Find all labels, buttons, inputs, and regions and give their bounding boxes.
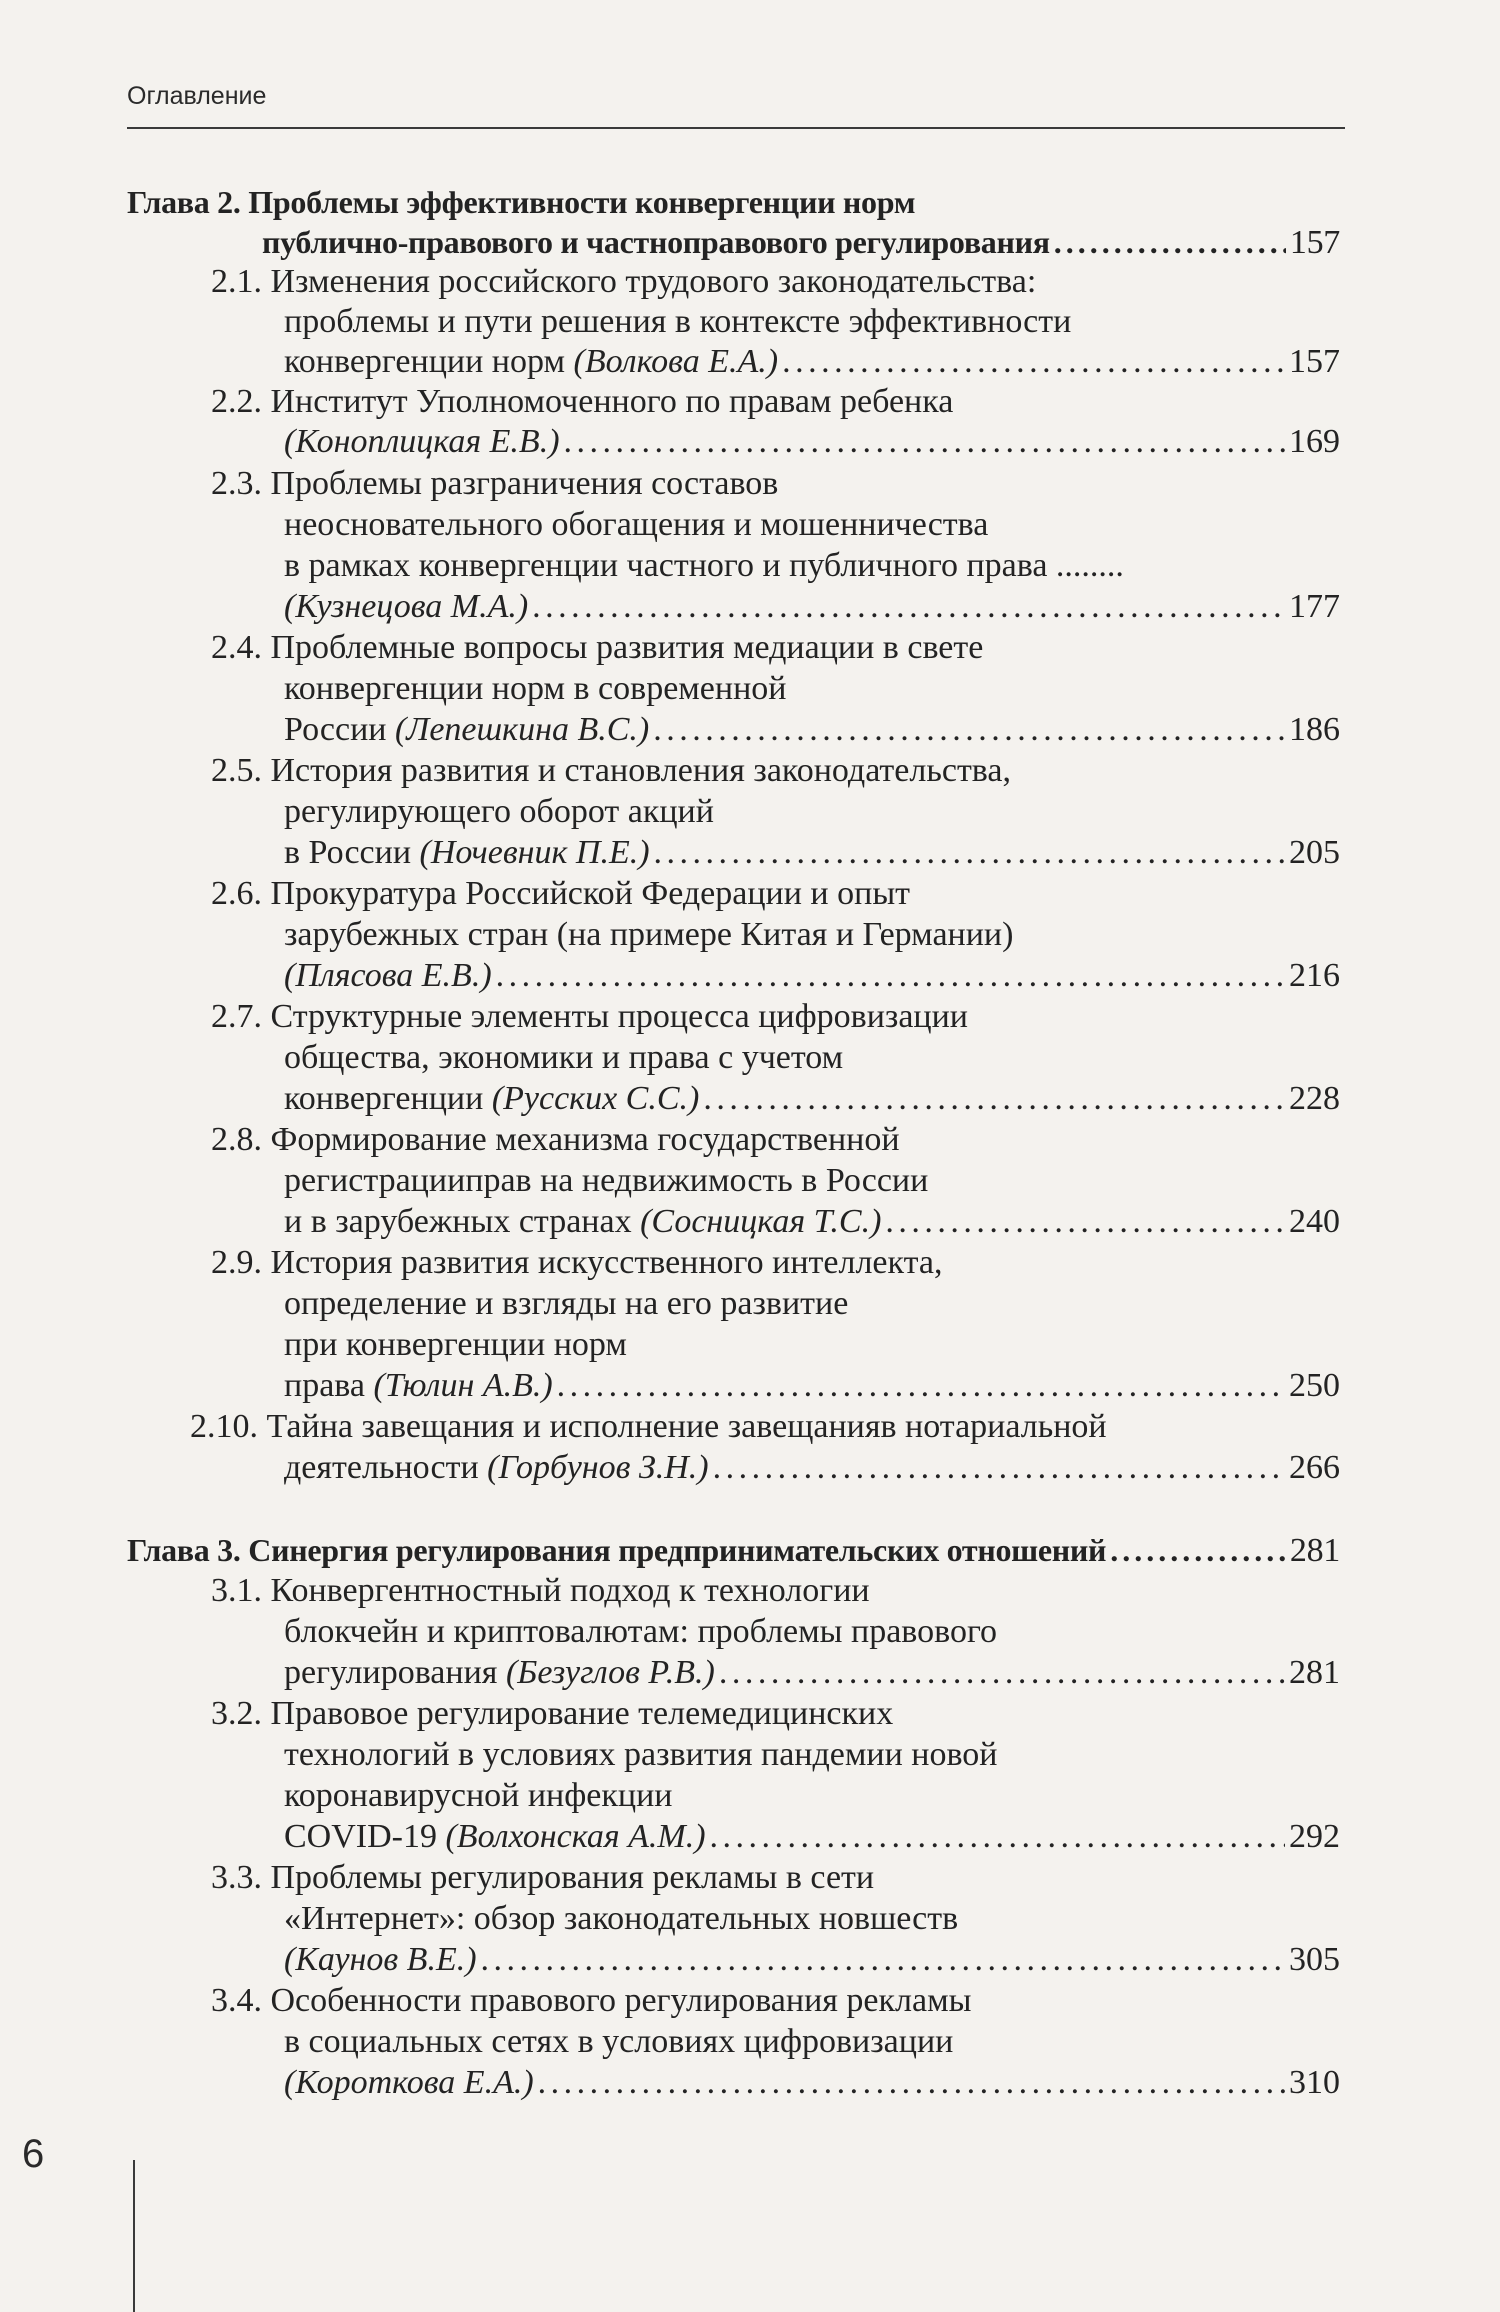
leader-dots bbox=[532, 585, 1285, 629]
section-title: Изменения российского трудового законодательства: bbox=[270, 263, 1037, 300]
toc-entry-2-1-line2: проблемы и пути решения в контексте эффективности bbox=[284, 303, 1072, 340]
section-number: 2.1. bbox=[211, 263, 262, 300]
section-page: 281 bbox=[1289, 1654, 1340, 1691]
section-title: конвергенции норм bbox=[284, 343, 574, 380]
section-author: (Русских С.С.) bbox=[491, 1080, 700, 1117]
section-page: 228 bbox=[1289, 1080, 1340, 1117]
section-title: права bbox=[284, 1367, 374, 1404]
toc-entry-2-9-line2: определение и взгляды на его развитие bbox=[284, 1285, 849, 1322]
section-title: Тайна завещания и исполнение завещанияв нотариальной bbox=[266, 1408, 1107, 1445]
toc-entry-3-4-line1[interactable] bbox=[211, 1979, 971, 2023]
toc-entry-2-10-line2 bbox=[284, 1446, 1340, 1490]
section-author: (Коноплицкая Е.В.) bbox=[284, 423, 560, 460]
section-page: 177 bbox=[1289, 588, 1340, 625]
section-title: COVID-19 bbox=[284, 1818, 446, 1855]
section-title: Проблемы разграничения составов bbox=[270, 465, 779, 502]
toc-entry-3-2-line2: технологий в условиях развития пандемии новой bbox=[284, 1736, 998, 1773]
section-title: Конвергентностный подход к технологии bbox=[270, 1572, 870, 1609]
leader-dots bbox=[1110, 1528, 1286, 1572]
toc-entry-2-6-line3 bbox=[284, 954, 1340, 998]
section-author: (Ночевник П.Е.) bbox=[419, 834, 650, 871]
toc-entry-3-2-line4 bbox=[284, 1815, 1340, 1859]
toc-entry-2-7-line1[interactable] bbox=[211, 995, 968, 1039]
section-number: 2.7. bbox=[211, 998, 262, 1035]
section-number: 2.5. bbox=[211, 752, 262, 789]
section-author: (Короткова Е.А.) bbox=[284, 2064, 534, 2101]
section-page: 157 bbox=[1289, 343, 1340, 380]
leader-dots bbox=[782, 340, 1285, 384]
leader-dots bbox=[719, 1651, 1285, 1695]
section-title: Структурные элементы процесса цифровизации bbox=[270, 998, 968, 1035]
leader-dots bbox=[885, 1200, 1285, 1244]
section-title: Институт Уполномоченного по правам ребенка bbox=[270, 383, 954, 420]
toc-entry-2-3-line4 bbox=[284, 585, 1340, 629]
section-title: Прокуратура Российской Федерации и опыт bbox=[270, 875, 911, 912]
toc-entry-2-6-line2: зарубежных стран (на примере Китая и Германии) bbox=[284, 916, 1014, 953]
toc-entry-2-3-line1[interactable] bbox=[211, 462, 778, 506]
chapter-3-page: 281 bbox=[1289, 1532, 1340, 1569]
section-number: 3.4. bbox=[211, 1982, 262, 2019]
section-number: 2.9. bbox=[211, 1244, 262, 1281]
chapter-2-label: Глава 2. bbox=[127, 184, 241, 220]
toc-entry-2-5-line2: регулирующего оборот акций bbox=[284, 793, 714, 830]
leader-dots bbox=[496, 954, 1285, 998]
page-number: 6 bbox=[22, 2132, 45, 2176]
section-title: регулирования bbox=[284, 1654, 506, 1691]
toc-entry-2-8-line3 bbox=[284, 1200, 1340, 1244]
section-title: конвергенции bbox=[284, 1080, 492, 1117]
toc-entry-3-4-line3 bbox=[284, 2061, 1340, 2105]
chapter-3-heading[interactable] bbox=[127, 1528, 1340, 1572]
leader-dots bbox=[713, 1446, 1285, 1490]
section-author: (Волхонская А.М.) bbox=[445, 1818, 706, 1855]
section-author: (Сосницкая Т.С.) bbox=[640, 1203, 882, 1240]
toc-entry-2-9-line4 bbox=[284, 1364, 1340, 1408]
toc-entry-3-3-line2: «Интернет»: обзор законодательных новшеств bbox=[284, 1900, 959, 1937]
leader-dots bbox=[557, 1364, 1285, 1408]
toc-entry-2-4-line3 bbox=[284, 708, 1340, 752]
section-number: 2.6. bbox=[211, 875, 262, 912]
section-number: 3.2. bbox=[211, 1695, 262, 1732]
toc-entry-2-6-line1[interactable] bbox=[211, 872, 910, 916]
section-page: 250 bbox=[1289, 1367, 1340, 1404]
section-title: России bbox=[284, 711, 395, 748]
toc-entry-2-4-line1[interactable] bbox=[211, 626, 983, 670]
section-number: 2.10. bbox=[190, 1408, 258, 1445]
chapter-2-title-line1: Проблемы эффективности конвергенции норм bbox=[248, 184, 916, 220]
toc-entry-3-3-line1[interactable] bbox=[211, 1856, 874, 1900]
toc-entry-2-7-line3 bbox=[284, 1077, 1340, 1121]
leader-dots bbox=[703, 1077, 1285, 1121]
leader-dots bbox=[481, 1938, 1285, 1982]
section-title: Правовое регулирование телемедицинских bbox=[270, 1695, 894, 1732]
section-author: (Лепешкина В.С.) bbox=[394, 711, 650, 748]
section-page: 266 bbox=[1289, 1449, 1340, 1486]
toc-entry-2-2-line1[interactable] bbox=[211, 380, 953, 424]
toc-entry-2-9-line1[interactable] bbox=[211, 1241, 942, 1285]
section-page: 205 bbox=[1289, 834, 1340, 871]
toc-entry-2-8-line2: регистрацииправ на недвижимость в России bbox=[284, 1162, 929, 1199]
toc-entry-2-8-line1[interactable] bbox=[211, 1118, 900, 1162]
toc-entry-2-7-line2: общества, экономики и права с учетом bbox=[284, 1039, 844, 1076]
section-author: (Тюлин А.В.) bbox=[373, 1367, 553, 1404]
section-page: 216 bbox=[1289, 957, 1340, 994]
section-number: 3.1. bbox=[211, 1572, 262, 1609]
chapter-2-title-line2-row[interactable] bbox=[262, 220, 1340, 264]
section-title: и в зарубежных странах bbox=[284, 1203, 641, 1240]
section-number: 2.4. bbox=[211, 629, 262, 666]
toc-entry-3-1-line1[interactable] bbox=[211, 1569, 870, 1613]
toc-entry-2-1-line3 bbox=[284, 340, 1340, 384]
section-author: (Плясова Е.В.) bbox=[284, 957, 492, 994]
section-title: История развития и становления законодательства, bbox=[270, 752, 1011, 789]
section-page: 292 bbox=[1289, 1818, 1340, 1855]
section-page: 186 bbox=[1289, 711, 1340, 748]
toc-entry-2-5-line3 bbox=[284, 831, 1340, 875]
section-author: (Безуглов Р.В.) bbox=[505, 1654, 715, 1691]
section-title: Формирование механизма государственной bbox=[270, 1121, 900, 1158]
leader-dots bbox=[710, 1815, 1285, 1859]
section-number: 3.3. bbox=[211, 1859, 262, 1896]
section-number: 2.8. bbox=[211, 1121, 262, 1158]
section-author: (Каунов В.Е.) bbox=[284, 1941, 477, 1978]
toc-entry-2-3-line3: в рамках конвергенции частного и публичного права ........ bbox=[284, 547, 1124, 584]
toc-entry-2-9-line3: при конвергенции норм bbox=[284, 1326, 627, 1363]
toc-entry-3-1-line3 bbox=[284, 1651, 1340, 1695]
section-title: Проблемные вопросы развития медиации в свете bbox=[270, 629, 984, 666]
chapter-3-label: Глава 3. bbox=[127, 1532, 241, 1568]
section-number: 2.3. bbox=[211, 465, 262, 502]
section-page: 240 bbox=[1289, 1203, 1340, 1240]
leader-dots bbox=[1054, 220, 1286, 264]
section-author: (Кузнецова М.А.) bbox=[284, 588, 529, 625]
section-author: (Волкова Е.А.) bbox=[573, 343, 779, 380]
section-title: деятельности bbox=[284, 1449, 488, 1486]
section-title: в России bbox=[284, 834, 420, 871]
chapter-3-title: Синергия регулирования предпринимательских отношений bbox=[248, 1532, 1107, 1568]
toc-entry-3-2-line1[interactable] bbox=[211, 1692, 893, 1736]
section-title: Особенности правового регулирования рекламы bbox=[270, 1982, 972, 2019]
toc-entry-3-2-line3: коронавирусной инфекции bbox=[284, 1777, 673, 1814]
toc-entry-3-3-line3 bbox=[284, 1938, 1340, 1982]
leader-dots bbox=[538, 2061, 1285, 2105]
chapter-2-heading[interactable] bbox=[127, 180, 915, 224]
toc-entry-3-4-line2: в социальных сетях в условиях цифровизации bbox=[284, 2023, 954, 2060]
section-title: История развития искусственного интеллекта, bbox=[270, 1244, 943, 1281]
section-number: 2.2. bbox=[211, 383, 262, 420]
section-author: (Горбунов З.Н.) bbox=[487, 1449, 709, 1486]
section-title: Проблемы регулирования рекламы в сети bbox=[270, 1859, 875, 1896]
leader-dots bbox=[654, 831, 1285, 875]
gutter-rule bbox=[133, 2160, 135, 2312]
toc-entry-3-1-line2: блокчейн и криптовалютам: проблемы правового bbox=[284, 1613, 998, 1650]
section-page: 310 bbox=[1289, 2064, 1340, 2101]
toc-entry-2-3-line2: неосновательного обогащения и мошенничества bbox=[284, 506, 989, 543]
section-page: 305 bbox=[1289, 1941, 1340, 1978]
toc-entry-2-4-line2: конвергенции норм в современной bbox=[284, 670, 787, 707]
running-head-title: Оглавление bbox=[127, 82, 267, 110]
toc-entry-2-5-line1[interactable] bbox=[211, 749, 1011, 793]
toc-entry-2-1-line1[interactable] bbox=[211, 260, 1036, 304]
leader-dots bbox=[564, 420, 1285, 464]
toc-entry-2-2-line2 bbox=[284, 420, 1340, 464]
chapter-2-title-line2: публично-правового и частноправового регулирования bbox=[262, 224, 1050, 260]
chapter-2-page: 157 bbox=[1289, 224, 1340, 261]
section-page: 169 bbox=[1289, 423, 1340, 460]
leader-dots bbox=[653, 708, 1285, 752]
toc-entry-2-10-line1[interactable] bbox=[190, 1405, 1107, 1449]
